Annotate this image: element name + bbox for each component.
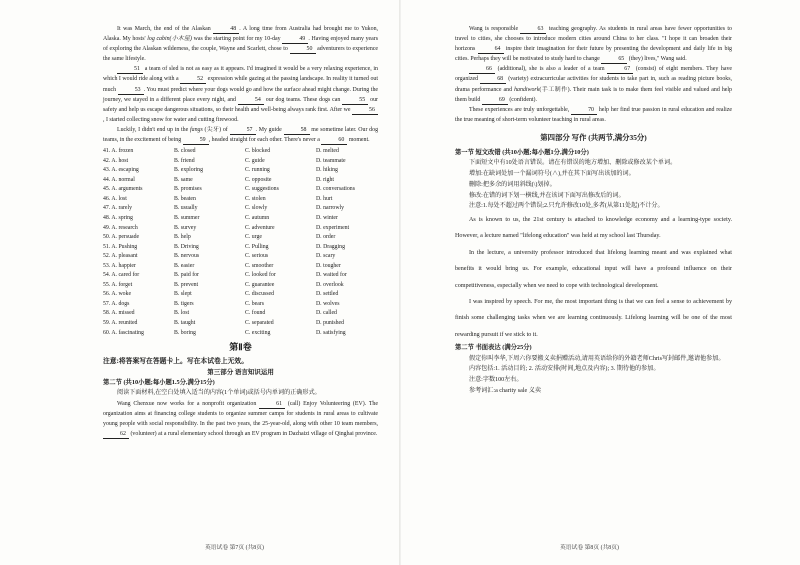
option-cell: D. conversations xyxy=(316,186,355,193)
option-cell: C. Pulling xyxy=(245,243,269,250)
option-cell: C. guarantee xyxy=(245,281,275,288)
option-row xyxy=(103,157,376,167)
option-cell: B. nervous xyxy=(174,253,200,260)
page-fold xyxy=(399,0,401,565)
option-cell: B. boring xyxy=(174,329,196,336)
essay-para-3: I was inspired by speech. For me, the most important thing is that we can feel a sense to achievement by finish some challenging tasks when we are learning continuously. Lifelong learning will be one of the most rewarding pursuit if we stick to it. xyxy=(455,298,732,338)
option-cell: 59. A. reunited xyxy=(103,319,138,326)
option-cell: B. help xyxy=(174,234,191,241)
footer-page-7: 英语试卷 第7页 (共8页) xyxy=(205,545,264,551)
option-cell: 60. A. fascinating xyxy=(103,329,144,336)
option-cell: C. opposite xyxy=(245,176,272,183)
option-row xyxy=(103,300,376,310)
option-cell: D. wolves xyxy=(316,300,340,307)
writing-task-title: 第二节 书面表达 (满分25分) xyxy=(455,344,532,352)
option-cell: 45. A. arguments xyxy=(103,186,143,193)
option-cell: 52. A. pleasant xyxy=(103,253,138,260)
right-column xyxy=(455,24,732,397)
option-cell: 43. A. escaping xyxy=(103,167,139,174)
grammar-passage-1: Wang Chenxue now works for a nonprofit organization 61 (call) Enjoy Volunteering (EV). The organization aims at financing college students to organize summer camps for students in rural areas to cultivate young people with social responsibility. In the past two years, the 25-year-old, along with other 10 team members, 62 (volunteer) at a rural elementary school through an EV program in Dazhaizi village of Qinghai province. xyxy=(103,400,378,437)
blank-50: 50 xyxy=(290,45,316,54)
blank-64: 64 xyxy=(478,45,504,54)
option-cell: C. adventure xyxy=(245,224,275,231)
footer-page-8: 英语试卷 第8页 (共8页) xyxy=(560,545,619,551)
option-row xyxy=(103,319,376,329)
option-cell: D. overlook xyxy=(316,281,344,288)
option-row xyxy=(103,147,376,157)
blank-61: 61 xyxy=(259,400,285,409)
option-cell: D. hiking xyxy=(316,167,338,174)
cloze-para-2: 51 a team of sled is not as easy as it appears. I'd imagined it would be a very relaxing experience, in which I would ride along with a 52 expression while gazing at the passing landscape. In reality it turned out much 53 . You must predict where your dogs would go and how the surface ahead might change. During the journey, we stayed in a different place every night, and 54 our dog teams. These dogs can 55 our safety and help us escape dangerous situations, so their health and well-being always rank first. After we 56, I started collecting snow for water and cutting firewood. xyxy=(103,66,378,123)
blank-56: 56 xyxy=(352,106,378,115)
option-row xyxy=(103,233,376,243)
blank-59: 59 xyxy=(183,136,209,145)
cloze-para-1: It was March, the end of the Alaskan 48 . A long time from Australia had brought me to Yukon, Alaska. My hosts' log cabin(小木屋) was the starting point for my 10-day 49 . Having enjoyed many years of exploring the Alaskan wilderness, the couple, Wayne and Scarlett, chose to 50 adventurers to experience the same lifestyle. xyxy=(103,26,379,63)
option-cell: B. promises xyxy=(174,186,202,193)
instruction-line-1: 下面短文中有10处语言错误。请在有错误的地方增加、删除或修改某个单词。 xyxy=(469,160,677,167)
grammar-passage-4: These experiences are truly unforgettable, 70 help her find true passion in rural education and realize the true meaning of short-term volunteer teaching in rural areas. xyxy=(455,106,732,123)
option-cell: 44. A. normal xyxy=(103,176,135,183)
answer-note: 注意:将答案写在答题卡上。写在本试卷上无效。 xyxy=(103,358,248,366)
volume-2-title: 第Ⅱ卷 xyxy=(229,342,252,353)
option-cell: C. smoother xyxy=(245,262,274,269)
option-cell: 56. A. woke xyxy=(103,291,132,298)
option-cell: B. prevent xyxy=(174,281,199,288)
blank-51: 51 xyxy=(117,65,143,74)
option-cell: D. settled xyxy=(316,291,339,298)
option-row xyxy=(103,329,376,339)
option-row xyxy=(103,214,376,224)
option-cell: D. satisfying xyxy=(316,329,346,336)
option-row xyxy=(103,262,376,272)
blank-52: 52 xyxy=(180,75,206,84)
left-column xyxy=(103,24,378,439)
option-cell: D. tougher xyxy=(316,262,341,269)
option-cell: B. slept xyxy=(174,291,192,298)
option-row xyxy=(103,166,376,176)
option-cell: D. order xyxy=(316,234,336,241)
option-cell: 57. A. dogs xyxy=(103,300,130,307)
cloze-para-3: Luckily, I didn't end up in the fangs (尖牙) of 57 . My guide 58 me sometime later. Our dog teams, in the excitement of being 59 , headed straight for each other. There's never a 60 moment. xyxy=(103,126,379,144)
option-cell: C. bears xyxy=(245,300,264,307)
grammar-passage-3: 66 (additional), she is also a leader of a team 67 (consist) of eight members. They have organized 68 (variety) extracurricular activities for students to take part in, such as reading picture books, drama performance and handiwork(手工制作). Their main task is to make them feel visible and valued and help them build 69 (confident). xyxy=(455,66,733,103)
option-cell: 47. A. rarely xyxy=(103,205,132,212)
essay-para-1: As is known to us, the 21st century is attached to knowledge economy and a learning-type society. However, a lecture named "lifelong education" was held at my school last Thursday. xyxy=(455,216,732,240)
option-cell: 53. A. happier xyxy=(103,262,136,269)
option-cell: B. exploring xyxy=(174,167,203,174)
option-cell: 58. A. missed xyxy=(103,310,135,317)
option-cell: D. punished xyxy=(316,319,345,326)
option-row xyxy=(103,290,376,300)
option-row xyxy=(103,224,376,234)
option-cell: D. winter xyxy=(316,214,338,221)
option-row xyxy=(103,309,376,319)
option-row xyxy=(103,195,376,205)
option-cell: C. running xyxy=(245,167,270,174)
instruction-line-5: 注意:1.每处不超过两个错误;2.只允许修改10处,多者(从第11处起)不计分。 xyxy=(469,203,664,210)
option-cell: 54. A. cared for xyxy=(103,272,140,279)
blank-65: 65 xyxy=(601,55,627,64)
option-cell: B. taught xyxy=(174,319,196,326)
section-2-instructions: 阅读下面材料,在空白处填入适当的内容(1个单词)或括号内单词的正确形式。 xyxy=(117,390,321,397)
option-cell: 48. A. spring xyxy=(103,214,133,221)
blank-54: 54 xyxy=(238,96,264,105)
section-2-title: 第二节 (共10小题;每小题1.5分,满分15分) xyxy=(103,378,215,386)
option-cell: C. slowly xyxy=(245,205,268,212)
blank-62: 62 xyxy=(103,430,129,439)
instruction-line-2: 增加:在缺词处加一个漏词符号(∧),并在其下面写出该加的词。 xyxy=(469,171,635,178)
option-cell: B. lost xyxy=(174,310,190,317)
blank-70: 70 xyxy=(571,106,597,115)
option-cell: B. beaten xyxy=(174,195,196,202)
option-cell: B. closed xyxy=(174,148,196,155)
blank-67: 67 xyxy=(607,65,633,74)
option-cell: 41. A. frozen xyxy=(103,148,134,155)
option-cell: 51. A. Pushing xyxy=(103,243,138,250)
part-4-title: 第四部分 写作 (共两节,满分35分) xyxy=(540,132,647,142)
option-cell: B. tigers xyxy=(174,300,194,307)
writing-line-2: 内容包括:1. 活动目的; 2. 活动安排(时间,地点及内容); 3. 期待他的参加。 xyxy=(469,366,660,373)
option-cell: C. guide xyxy=(245,157,265,164)
error-correction-title: 第一节 短文改错 (共10小题;每小题1分,满分10分) xyxy=(455,148,589,156)
option-cell: C. separated xyxy=(245,319,274,326)
option-cell: B. same xyxy=(174,176,193,183)
blank-69: 69 xyxy=(482,96,508,105)
option-cell: 42. A. host xyxy=(103,157,129,164)
blank-48: 48 xyxy=(213,25,239,34)
writing-line-1: 假定你叫李华,下周六你要搬义卖捐赠活动,请用英语给你的外籍老师Chris写封邮件,邀请他参加。 xyxy=(469,355,725,362)
option-cell: B. paid for xyxy=(174,272,199,279)
option-cell: D. called xyxy=(316,310,337,317)
option-cell: C. found xyxy=(245,310,266,317)
option-cell: D. hurt xyxy=(316,195,333,202)
instruction-line-4: 修改:在错的词下划一横线,并在该词下面写出修改后的词。 xyxy=(469,192,625,199)
option-cell: B. summer xyxy=(174,214,200,221)
option-cell: C. discussed xyxy=(245,291,274,298)
blank-63: 63 xyxy=(520,25,546,34)
writing-line-3: 注意:字数100左右。 xyxy=(469,377,523,384)
option-cell: C. urge xyxy=(245,234,262,241)
option-cell: D. waited for xyxy=(316,272,347,279)
option-cell: D. melted xyxy=(316,148,339,155)
option-cell: 46. A. lost xyxy=(103,195,127,202)
option-row xyxy=(103,204,376,214)
option-row xyxy=(103,271,376,281)
option-cell: B. usually xyxy=(174,205,198,212)
option-row xyxy=(103,243,376,253)
blank-49: 49 xyxy=(282,35,308,44)
option-cell: B. survey xyxy=(174,224,197,231)
blank-55: 55 xyxy=(342,96,368,105)
blank-58: 58 xyxy=(284,126,310,135)
option-cell: C. blocked xyxy=(245,148,271,155)
writing-line-4: 参考词汇:a charity sale 义卖 xyxy=(469,387,541,394)
option-cell: 50. A. persuade xyxy=(103,234,140,241)
option-cell: B. friend xyxy=(174,157,195,164)
option-cell: D. narrowly xyxy=(316,205,345,212)
option-cell: C. stolen xyxy=(245,195,266,202)
option-row xyxy=(103,185,376,195)
option-cell: C. looked for xyxy=(245,272,276,279)
option-cell: D. Dragging xyxy=(316,243,345,250)
blank-68: 68 xyxy=(480,75,506,84)
blank-60: 60 xyxy=(321,136,347,145)
essay-para-2: In the lecture, a university professor introduced that lifelong learning meant and was explained what benefits it would bring us. For example, educational input will have a profound influence on their competitiveness, especially when we need to cope with technological development. xyxy=(455,249,732,289)
option-cell: C. autumn xyxy=(245,214,270,221)
option-row xyxy=(103,176,376,186)
option-cell: C. exciting xyxy=(245,329,271,336)
option-cell: C. serious xyxy=(245,253,269,260)
blank-53: 53 xyxy=(118,86,144,95)
instruction-line-3: 删除:把多余的词用斜线(\)划掉。 xyxy=(469,181,556,188)
option-cell: B. easier xyxy=(174,262,195,269)
blank-66: 66 xyxy=(469,65,495,74)
options-table xyxy=(103,147,376,338)
option-cell: D. right xyxy=(316,176,335,183)
option-cell: C. suggestions xyxy=(245,186,279,193)
option-cell: 55. A. forget xyxy=(103,281,133,288)
option-cell: D. scary xyxy=(316,253,336,260)
option-cell: 49. A. research xyxy=(103,224,138,231)
grammar-passage-2: Wang is responsible 63 teaching geography. As students in rural areas have fewer opportunities to travel to cities, she chooses to introduce modern cities around China to her class. "I hope it can broaden their horizons 64 inspire their imagination for their future by presenting the development and daily life in big cities. Perhaps they will be motivated to study hard to change 65 (they) lives," Wang said. xyxy=(455,26,733,63)
option-row xyxy=(103,252,376,262)
option-cell: D. teammate xyxy=(316,157,346,164)
option-row xyxy=(103,281,376,291)
part-3-title: 第三部分 语言知识运用 xyxy=(207,368,274,376)
option-cell: B. Driving xyxy=(174,243,199,250)
option-cell: D. experiment xyxy=(316,224,350,231)
blank-57: 57 xyxy=(230,126,256,135)
